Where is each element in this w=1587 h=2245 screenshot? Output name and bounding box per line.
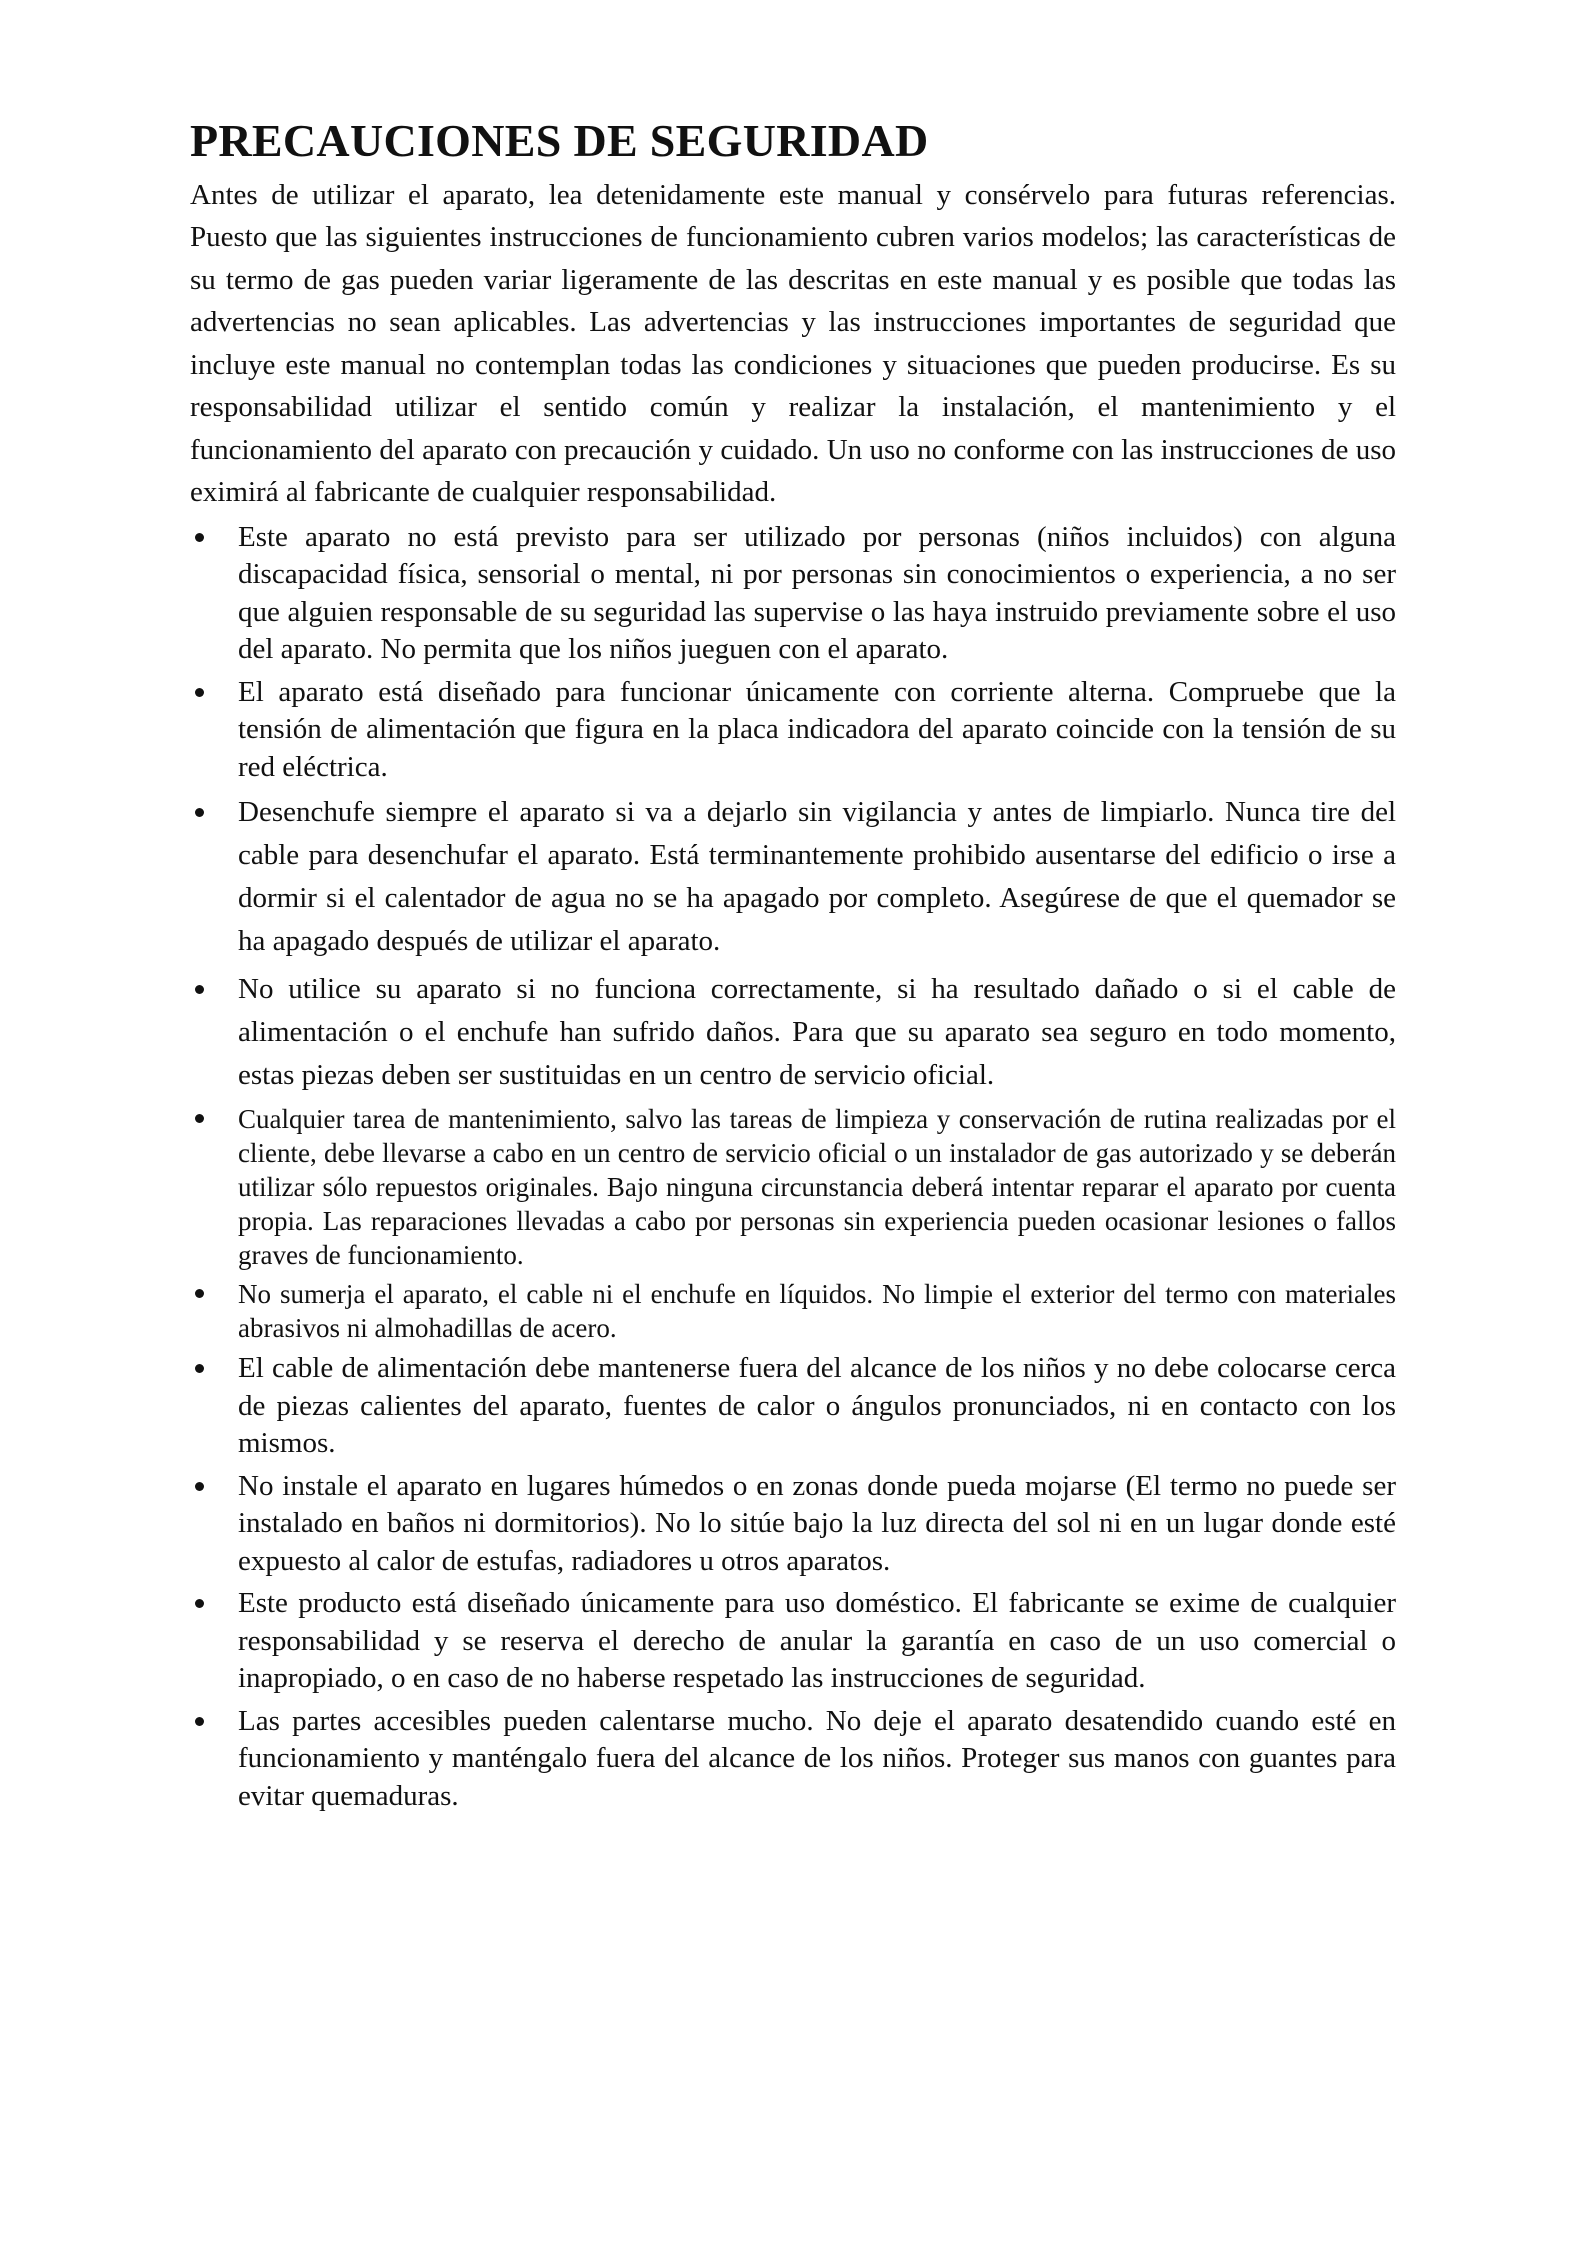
safety-list <box>190 519 1396 1816</box>
bullet-icon <box>195 1717 204 1726</box>
list-item-text: El cable de alimentación debe mantenerse fuera del alcance de los niños y no debe colocarse cerca de piezas calientes del aparato, fuentes de calor o ángulos pronunciados, ni en contacto con los mismos. <box>238 1352 1396 1459</box>
bullet-icon <box>195 1482 204 1491</box>
document-page <box>190 112 1396 1815</box>
list-item <box>190 1277 1396 1345</box>
list-item <box>190 968 1396 1097</box>
list-item <box>190 791 1396 963</box>
list-item-text: Este producto está diseñado únicamente para uso doméstico. El fabricante se exime de cualquier responsabilidad y se reserva el derecho de anular la garantía en caso de un uso comercial o inapropiado, o en caso de no haberse respetado las instrucciones de seguridad. <box>238 1587 1396 1694</box>
bullet-icon <box>195 1289 204 1298</box>
bullet-icon <box>195 1364 204 1373</box>
bullet-icon <box>195 1599 204 1608</box>
page-title: PRECAUCIONES DE SEGURIDAD <box>190 115 929 166</box>
bullet-icon <box>195 688 204 697</box>
list-item <box>190 1468 1396 1581</box>
bullet-icon <box>195 1114 204 1123</box>
list-item-text: Desenchufe siempre el aparato si va a dejarlo sin vigilancia y antes de limpiarlo. Nunca tire del cable para desenchufar el aparato. Está terminantemente prohibido ausentarse del edificio o irse a dormir si el calentador de agua no se ha apagado por completo. Asegúrese de que el quemador se ha apagado después de utilizar el aparato. <box>238 796 1396 957</box>
list-item-text: El aparato está diseñado para funcionar únicamente con corriente alterna. Compruebe que la tensión de alimentación que figura en la placa indicadora del aparato coincide con la tensión de su red eléctrica. <box>238 675 1396 783</box>
list-item-text: Las partes accesibles pueden calentarse mucho. No deje el aparato desatendido cuando esté en funcionamiento y manténgalo fuera del alcance de los niños. Proteger sus manos con guantes para evitar quemaduras. <box>238 1704 1396 1812</box>
list-item-text: Cualquier tarea de mantenimiento, salvo las tareas de limpieza y conservación de rutina realizadas por el cliente, debe llevarse a cabo en un centro de servicio oficial o un instalador de gas autorizado y se deberán utilizar sólo repuestos originales. Bajo ninguna circunstancia deberá intentar reparar el aparato por cuenta propia. Las reparaciones llevadas a cabo por personas sin experiencia pueden ocasionar lesiones o fallos graves de funcionamiento. <box>238 1104 1396 1270</box>
list-item <box>190 519 1396 669</box>
bullet-icon <box>195 808 204 817</box>
list-item <box>190 1102 1396 1272</box>
list-item-text: No instale el aparato en lugares húmedos o en zonas donde pueda mojarse (El termo no puede ser instalado en baños ni dormitorios). No lo sitúe bajo la luz directa del sol ni en un lugar donde esté expuesto al calor de estufas, radiadores u otros aparatos. <box>238 1469 1396 1577</box>
bullet-icon <box>195 985 204 994</box>
list-item <box>190 1703 1396 1816</box>
intro-paragraph: Antes de utilizar el aparato, lea detenidamente este manual y consérvelo para futuras referencias. Puesto que las siguientes instrucciones de funcionamiento cubren varios modelos; las características de su termo de gas pueden variar ligeramente de las descritas en este manual y es posible que todas las advertencias no sean aplicables. Las advertencias y las instrucciones importantes de seguridad que incluye este manual no contemplan todas las condiciones y situaciones que pueden producirse. Es su responsabilidad utilizar el sentido común y realizar la instalación, el mantenimiento y el funcionamiento del aparato con precaución y cuidado. Un uso no conforme con las instrucciones de uso eximirá al fabricante de cualquier responsabilidad. <box>190 178 1396 508</box>
list-item <box>190 674 1396 787</box>
list-item <box>190 1350 1396 1463</box>
list-item <box>190 1585 1396 1698</box>
list-item-text: Este aparato no está previsto para ser utilizado por personas (niños incluidos) con alguna discapacidad física, sensorial o mental, ni por personas sin conocimientos o experiencia, a no ser que alguien responsable de su seguridad las supervise o las haya instruido previamente sobre el uso del aparato. No permita que los niños jueguen con el aparato. <box>238 520 1396 665</box>
list-item-text: No utilice su aparato si no funciona correctamente, si ha resultado dañado o si el cable de alimentación o el enchufe han sufrido daños. Para que su aparato sea seguro en todo momento, estas piezas deben ser sustituidas en un centro de servicio oficial. <box>238 973 1396 1091</box>
bullet-icon <box>195 533 204 542</box>
list-item-text: No sumerja el aparato, el cable ni el enchufe en líquidos. No limpie el exterior del termo con materiales abrasivos ni almohadillas de acero. <box>238 1279 1396 1343</box>
